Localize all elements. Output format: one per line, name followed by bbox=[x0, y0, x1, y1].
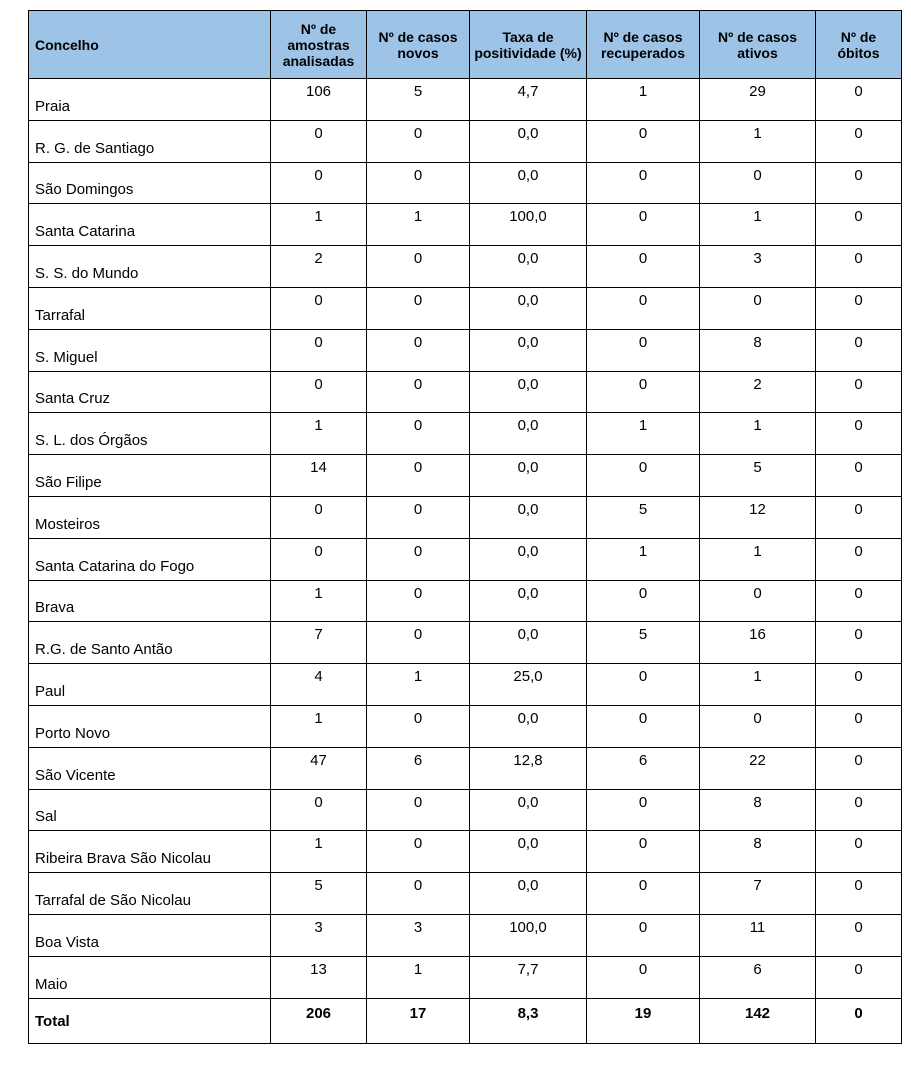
cell-amostras: 4 bbox=[271, 664, 367, 706]
cell-casos-ativos: 1 bbox=[700, 120, 816, 162]
cell-obitos: 0 bbox=[816, 664, 902, 706]
cell-casos-novos: 0 bbox=[367, 329, 470, 371]
header-casos-ativos: Nº de casos ativos bbox=[700, 11, 816, 79]
cell-concelho: São Filipe bbox=[29, 455, 271, 497]
cell-obitos: 0 bbox=[816, 580, 902, 622]
cell-casos-ativos: 1 bbox=[700, 538, 816, 580]
cell-concelho: S. S. do Mundo bbox=[29, 246, 271, 288]
cell-obitos: 0 bbox=[816, 455, 902, 497]
cell-casos-ativos: 8 bbox=[700, 789, 816, 831]
cell-casos-novos: 3 bbox=[367, 914, 470, 956]
cell-amostras: 13 bbox=[271, 956, 367, 998]
cell-casos-novos: 0 bbox=[367, 496, 470, 538]
cell-taxa-positividade: 0,0 bbox=[470, 873, 587, 915]
table-row bbox=[29, 831, 902, 873]
cell-amostras: 0 bbox=[271, 162, 367, 204]
cell-taxa-positividade: 0,0 bbox=[470, 455, 587, 497]
cell-taxa-positividade: 0,0 bbox=[470, 831, 587, 873]
table-row bbox=[29, 329, 902, 371]
cell-taxa-positividade: 7,7 bbox=[470, 956, 587, 998]
cell-obitos: 0 bbox=[816, 287, 902, 329]
cell-amostras: 0 bbox=[271, 496, 367, 538]
table-row bbox=[29, 413, 902, 455]
cell-casos-ativos: 0 bbox=[700, 162, 816, 204]
cell-taxa-positividade: 0,0 bbox=[470, 789, 587, 831]
cell-obitos: 0 bbox=[816, 162, 902, 204]
cell-concelho: Praia bbox=[29, 79, 271, 121]
cell-casos-ativos: 7 bbox=[700, 873, 816, 915]
cell-concelho: R.G. de Santo Antão bbox=[29, 622, 271, 664]
cell-amostras: 5 bbox=[271, 873, 367, 915]
cell-amostras: 0 bbox=[271, 371, 367, 413]
cell-casos-ativos: 1 bbox=[700, 204, 816, 246]
cell-casos-novos: 1 bbox=[367, 664, 470, 706]
cell-casos-ativos: 11 bbox=[700, 914, 816, 956]
cell-casos-ativos: 12 bbox=[700, 496, 816, 538]
table-row bbox=[29, 162, 902, 204]
table-row bbox=[29, 956, 902, 998]
cell-casos-novos: 0 bbox=[367, 831, 470, 873]
cell-taxa-positividade: 12,8 bbox=[470, 747, 587, 789]
cell-casos-ativos: 1 bbox=[700, 664, 816, 706]
cell-casos-ativos: 22 bbox=[700, 747, 816, 789]
cell-casos-novos: 0 bbox=[367, 120, 470, 162]
cell-taxa-positividade: 25,0 bbox=[470, 664, 587, 706]
cell-casos-novos: 0 bbox=[367, 789, 470, 831]
cell-amostras: 1 bbox=[271, 204, 367, 246]
cell-casos-recuperados: 1 bbox=[587, 413, 700, 455]
cell-obitos: 0 bbox=[816, 873, 902, 915]
cell-obitos: 0 bbox=[816, 538, 902, 580]
cell-taxa-positividade: 0,0 bbox=[470, 120, 587, 162]
cell-concelho: Santa Catarina bbox=[29, 204, 271, 246]
cell-taxa-positividade: 100,0 bbox=[470, 204, 587, 246]
cell-taxa-positividade: 0,0 bbox=[470, 287, 587, 329]
cell-concelho: São Vicente bbox=[29, 747, 271, 789]
table-row bbox=[29, 120, 902, 162]
cell-amostras: 7 bbox=[271, 622, 367, 664]
cell-casos-recuperados: 0 bbox=[587, 831, 700, 873]
cell-amostras: 0 bbox=[271, 789, 367, 831]
total-casos-novos: 17 bbox=[367, 998, 470, 1043]
cell-casos-recuperados: 0 bbox=[587, 287, 700, 329]
cell-taxa-positividade: 0,0 bbox=[470, 162, 587, 204]
cell-taxa-positividade: 0,0 bbox=[470, 622, 587, 664]
cell-amostras: 47 bbox=[271, 747, 367, 789]
cell-casos-ativos: 1 bbox=[700, 413, 816, 455]
total-label: Total bbox=[29, 998, 271, 1043]
table-row bbox=[29, 204, 902, 246]
cell-casos-recuperados: 0 bbox=[587, 246, 700, 288]
table-row bbox=[29, 914, 902, 956]
cell-casos-ativos: 0 bbox=[700, 580, 816, 622]
table-row bbox=[29, 789, 902, 831]
cell-casos-recuperados: 5 bbox=[587, 496, 700, 538]
total-casos-recuperados: 19 bbox=[587, 998, 700, 1043]
cell-casos-ativos: 3 bbox=[700, 246, 816, 288]
cell-amostras: 0 bbox=[271, 120, 367, 162]
cell-casos-ativos: 2 bbox=[700, 371, 816, 413]
cell-casos-novos: 0 bbox=[367, 705, 470, 747]
cell-casos-recuperados: 0 bbox=[587, 580, 700, 622]
cell-concelho: Mosteiros bbox=[29, 496, 271, 538]
table-row bbox=[29, 79, 902, 121]
cell-casos-recuperados: 0 bbox=[587, 664, 700, 706]
cell-casos-ativos: 6 bbox=[700, 956, 816, 998]
cell-casos-ativos: 8 bbox=[700, 329, 816, 371]
cell-casos-novos: 0 bbox=[367, 162, 470, 204]
cell-concelho: R. G. de Santiago bbox=[29, 120, 271, 162]
cell-casos-recuperados: 1 bbox=[587, 79, 700, 121]
cell-obitos: 0 bbox=[816, 329, 902, 371]
cell-obitos: 0 bbox=[816, 747, 902, 789]
table-row bbox=[29, 538, 902, 580]
cell-casos-recuperados: 1 bbox=[587, 538, 700, 580]
cell-amostras: 1 bbox=[271, 413, 367, 455]
header-amostras: Nº de amostras analisadas bbox=[271, 11, 367, 79]
cell-concelho: Ribeira Brava São Nicolau bbox=[29, 831, 271, 873]
table-header bbox=[29, 11, 902, 79]
cell-casos-novos: 6 bbox=[367, 747, 470, 789]
cell-concelho: Tarrafal de São Nicolau bbox=[29, 873, 271, 915]
table-body bbox=[29, 79, 902, 999]
table-row bbox=[29, 246, 902, 288]
cell-casos-recuperados: 0 bbox=[587, 705, 700, 747]
cell-taxa-positividade: 0,0 bbox=[470, 246, 587, 288]
header-taxa-positividade: Taxa de positividade (%) bbox=[470, 11, 587, 79]
cell-concelho: Maio bbox=[29, 956, 271, 998]
cell-obitos: 0 bbox=[816, 705, 902, 747]
table-footer bbox=[29, 998, 902, 1043]
table-row bbox=[29, 747, 902, 789]
cell-casos-recuperados: 0 bbox=[587, 455, 700, 497]
header-obitos: Nº de óbitos bbox=[816, 11, 902, 79]
cell-casos-novos: 1 bbox=[367, 956, 470, 998]
cell-concelho: S. Miguel bbox=[29, 329, 271, 371]
cell-amostras: 106 bbox=[271, 79, 367, 121]
cell-obitos: 0 bbox=[816, 204, 902, 246]
total-taxa-positividade: 8,3 bbox=[470, 998, 587, 1043]
cell-taxa-positividade: 0,0 bbox=[470, 413, 587, 455]
cell-amostras: 1 bbox=[271, 831, 367, 873]
header-row bbox=[29, 11, 902, 79]
table-row bbox=[29, 371, 902, 413]
header-casos-recuperados: Nº de casos recuperados bbox=[587, 11, 700, 79]
cell-concelho: Brava bbox=[29, 580, 271, 622]
cell-amostras: 14 bbox=[271, 455, 367, 497]
cell-obitos: 0 bbox=[816, 956, 902, 998]
cell-casos-ativos: 8 bbox=[700, 831, 816, 873]
cell-casos-recuperados: 0 bbox=[587, 956, 700, 998]
cell-concelho: Santa Catarina do Fogo bbox=[29, 538, 271, 580]
total-row bbox=[29, 998, 902, 1043]
cell-casos-novos: 5 bbox=[367, 79, 470, 121]
cell-taxa-positividade: 0,0 bbox=[470, 580, 587, 622]
cell-casos-novos: 0 bbox=[367, 538, 470, 580]
table-row bbox=[29, 580, 902, 622]
cell-casos-ativos: 5 bbox=[700, 455, 816, 497]
cell-taxa-positividade: 0,0 bbox=[470, 329, 587, 371]
cell-amostras: 3 bbox=[271, 914, 367, 956]
cell-casos-recuperados: 0 bbox=[587, 120, 700, 162]
table-row bbox=[29, 705, 902, 747]
cell-casos-novos: 1 bbox=[367, 204, 470, 246]
cell-casos-novos: 0 bbox=[367, 413, 470, 455]
cell-concelho: Paul bbox=[29, 664, 271, 706]
cell-obitos: 0 bbox=[816, 413, 902, 455]
cell-casos-recuperados: 0 bbox=[587, 204, 700, 246]
cell-taxa-positividade: 0,0 bbox=[470, 371, 587, 413]
cell-taxa-positividade: 4,7 bbox=[470, 79, 587, 121]
table-row bbox=[29, 664, 902, 706]
cell-amostras: 0 bbox=[271, 329, 367, 371]
cell-concelho: São Domingos bbox=[29, 162, 271, 204]
cell-casos-recuperados: 0 bbox=[587, 371, 700, 413]
cell-casos-novos: 0 bbox=[367, 622, 470, 664]
table-row bbox=[29, 496, 902, 538]
cell-casos-novos: 0 bbox=[367, 371, 470, 413]
header-concelho: Concelho bbox=[29, 11, 271, 79]
cell-obitos: 0 bbox=[816, 789, 902, 831]
cell-casos-novos: 0 bbox=[367, 246, 470, 288]
cell-concelho: S. L. dos Órgãos bbox=[29, 413, 271, 455]
cell-obitos: 0 bbox=[816, 120, 902, 162]
table-row bbox=[29, 873, 902, 915]
cell-casos-recuperados: 0 bbox=[587, 162, 700, 204]
cell-casos-recuperados: 5 bbox=[587, 622, 700, 664]
cell-casos-recuperados: 0 bbox=[587, 789, 700, 831]
cell-obitos: 0 bbox=[816, 831, 902, 873]
cell-taxa-positividade: 0,0 bbox=[470, 496, 587, 538]
cell-taxa-positividade: 0,0 bbox=[470, 705, 587, 747]
total-amostras: 206 bbox=[271, 998, 367, 1043]
cell-amostras: 1 bbox=[271, 580, 367, 622]
cell-casos-novos: 0 bbox=[367, 287, 470, 329]
cell-casos-recuperados: 0 bbox=[587, 329, 700, 371]
covid-table bbox=[28, 10, 902, 1044]
cell-concelho: Boa Vista bbox=[29, 914, 271, 956]
cell-casos-recuperados: 6 bbox=[587, 747, 700, 789]
cell-obitos: 0 bbox=[816, 246, 902, 288]
table-row bbox=[29, 455, 902, 497]
cell-taxa-positividade: 100,0 bbox=[470, 914, 587, 956]
cell-casos-ativos: 16 bbox=[700, 622, 816, 664]
cell-obitos: 0 bbox=[816, 79, 902, 121]
cell-concelho: Sal bbox=[29, 789, 271, 831]
cell-amostras: 2 bbox=[271, 246, 367, 288]
cell-taxa-positividade: 0,0 bbox=[470, 538, 587, 580]
cell-obitos: 0 bbox=[816, 371, 902, 413]
cell-amostras: 0 bbox=[271, 287, 367, 329]
cell-casos-novos: 0 bbox=[367, 455, 470, 497]
cell-casos-ativos: 0 bbox=[700, 705, 816, 747]
cell-casos-novos: 0 bbox=[367, 873, 470, 915]
cell-obitos: 0 bbox=[816, 914, 902, 956]
cell-concelho: Porto Novo bbox=[29, 705, 271, 747]
header-casos-novos: Nº de casos novos bbox=[367, 11, 470, 79]
cell-obitos: 0 bbox=[816, 496, 902, 538]
cell-concelho: Tarrafal bbox=[29, 287, 271, 329]
cell-obitos: 0 bbox=[816, 622, 902, 664]
cell-casos-recuperados: 0 bbox=[587, 873, 700, 915]
cell-casos-ativos: 0 bbox=[700, 287, 816, 329]
cell-amostras: 1 bbox=[271, 705, 367, 747]
cell-casos-novos: 0 bbox=[367, 580, 470, 622]
cell-concelho: Santa Cruz bbox=[29, 371, 271, 413]
cell-casos-recuperados: 0 bbox=[587, 914, 700, 956]
total-obitos: 0 bbox=[816, 998, 902, 1043]
cell-amostras: 0 bbox=[271, 538, 367, 580]
total-casos-ativos: 142 bbox=[700, 998, 816, 1043]
table-row bbox=[29, 287, 902, 329]
cell-casos-ativos: 29 bbox=[700, 79, 816, 121]
table-row bbox=[29, 622, 902, 664]
